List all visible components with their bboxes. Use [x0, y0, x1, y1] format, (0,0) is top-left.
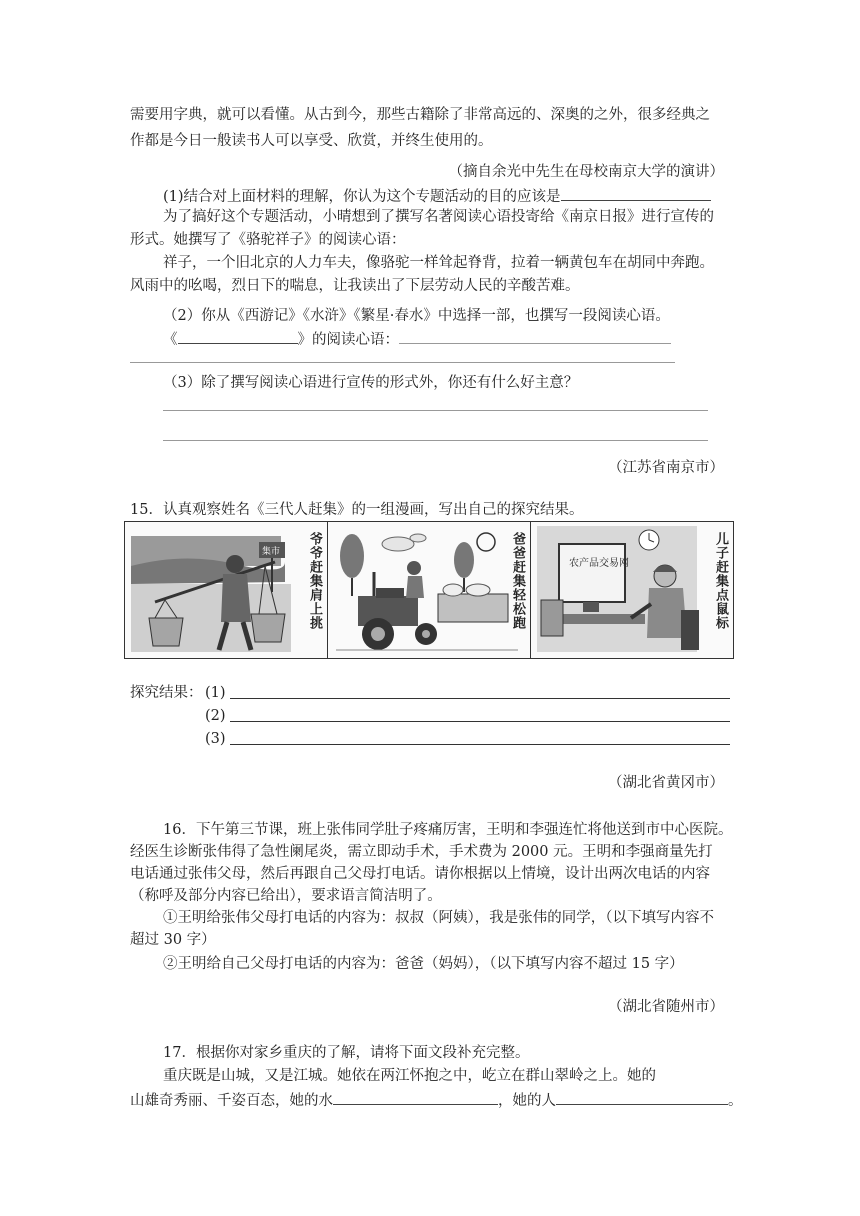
q16-line-6: 超过 30 字） [130, 932, 216, 948]
comic-panel-grandpa [125, 522, 328, 658]
q14-para3-b: 风雨中的吆喝，烈日下的喘息，让我读出了下层劳动人民的辛酸苦难。 [130, 278, 580, 294]
water-blank[interactable] [333, 1090, 498, 1105]
q17-line-3-b: ，她的人 [498, 1093, 556, 1109]
caption-dad: 爸爸赶集轻松跑 [510, 532, 525, 630]
result-item-2-num: (2) [205, 708, 226, 724]
q14-part3: （3）除了撰写阅读心语进行宣传的形式外，你还有什么好主意？ [163, 375, 579, 391]
comic-panel-dad [328, 522, 531, 658]
reading-note-blank-1[interactable] [399, 329, 671, 344]
q16-line-2: 经医生诊断张伟得了急性阑尾炎，需立即动手术，手术费为 2000 元。王明和李强商量先打 [130, 844, 713, 860]
q14-para2-a: 为了搞好这个专题活动，小晴想到了撰写名著阅读心语投寄给《南京日报》进行宣传的 [163, 209, 714, 225]
q14-part1-blank[interactable] [561, 186, 711, 201]
idea-blank-1[interactable] [163, 410, 708, 411]
q14-para2-b: 形式。她撰写了《骆驼祥子》的阅读心语： [130, 232, 406, 248]
caption-son: 儿子赶集点鼠标 [713, 532, 728, 630]
q17-line-3 [130, 1090, 743, 1111]
q14-part1 [163, 186, 711, 207]
q14-part2: （2）你从《西游记》《水浒》《繁星·春水》中选择一部，也撰写一段阅读心语。 [163, 308, 670, 324]
intro-line-1: 需要用字典，就可以看懂。从古到今，那些古籍除了非常高远的、深奥的之外，很多经典之 [130, 107, 710, 123]
market-sign-text: 集市 [262, 547, 281, 557]
q16-line-1: 16．下午第三节课，班上张伟同学肚子疼痛厉害，王明和李强连忙将他送到市中心医院。 [163, 822, 733, 838]
result-label: 探究结果： [130, 685, 203, 701]
q16-line-5: ①王明给张伟父母打电话的内容为：叔叔（阿姨），我是张伟的同学，（以下填写内容不 [163, 910, 714, 926]
q17-line-3-a: 山雄奇秀丽、千姿百态，她的水 [130, 1093, 333, 1109]
result-blank-2[interactable] [230, 721, 730, 722]
q15-title: 15．认真观察姓名《三代人赶集》的一组漫画，写出自己的探究结果。 [130, 502, 584, 518]
grandpa-illustration [125, 522, 328, 658]
q14-part2-answer [163, 329, 671, 350]
caption-grandpa: 爷爷赶集肩上挑 [307, 532, 322, 630]
people-blank[interactable] [556, 1090, 728, 1105]
book-close-bracket: 》的阅读心语： [297, 332, 399, 348]
intro-line-2: 作都是今日一般读书人可以享受、欣赏，并终生使用的。 [130, 133, 493, 149]
q14-para3-a: 祥子，一个旧北京的人力车夫，像骆驼一样耸起脊背，拉着一辆黄包车在胡同中奔跑。 [163, 255, 714, 271]
q14-source: （江苏省南京市） [608, 460, 724, 476]
result-item-3-num: (3) [205, 731, 226, 747]
idea-blank-2[interactable] [163, 440, 708, 441]
q15-source: （湖北省黄冈市） [608, 775, 724, 791]
dad-illustration [328, 522, 531, 658]
comic-strip [124, 521, 734, 659]
q14-part1-text: (1)结合对上面材料的理解，你认为这个专题活动的目的应该是 [163, 189, 561, 205]
q16-line-7: ②王明给自己父母打电话的内容为：爸爸（妈妈），（以下填写内容不超过 15 字） [163, 956, 684, 972]
son-illustration [531, 522, 733, 658]
book-title-blank[interactable] [178, 329, 298, 344]
intro-source: （摘自余光中先生在母校南京大学的演讲） [448, 164, 724, 180]
q17-line-2: 重庆既是山城，又是江城。她依在两江怀抱之中，屹立在群山翠岭之上。她的 [163, 1068, 656, 1084]
result-item-1-num: (1) [205, 685, 226, 701]
q17-line-1: 17．根据你对家乡重庆的了解，请将下面文段补充完整。 [163, 1045, 530, 1061]
comic-panel-son [531, 522, 733, 658]
result-blank-3[interactable] [230, 744, 730, 745]
q16-line-3: 电话通过张伟父母，然后再跟自己父母打电话。请你根据以上情境，设计出两次电话的内容 [130, 866, 710, 882]
q16-source: （湖北省随州市） [608, 999, 724, 1015]
q17-line-3-c: 。 [728, 1093, 743, 1109]
reading-note-blank-2[interactable] [130, 362, 675, 363]
result-blank-1[interactable] [230, 698, 730, 699]
book-open-bracket: 《 [163, 332, 178, 348]
q16-line-4: （称呼及部分内容已给出），要求语言简洁明了。 [130, 888, 442, 904]
monitor-text: 农产品交易网 [569, 558, 629, 569]
